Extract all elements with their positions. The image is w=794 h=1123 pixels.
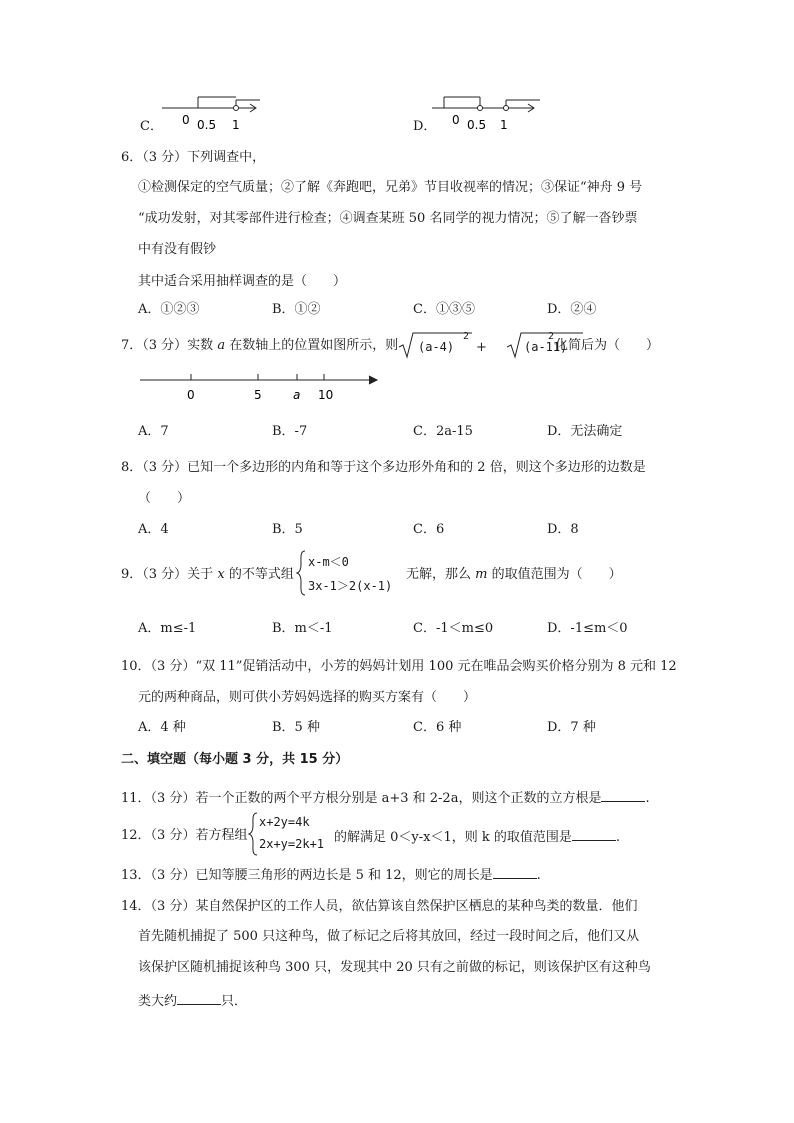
q7-axis-0: 0 (187, 388, 195, 402)
q5d-tick-0: 0 (452, 113, 460, 127)
q8-option-b[interactable]: B．5 (272, 522, 303, 537)
q7-radicand-2: (a-11) (524, 340, 568, 354)
q9-after (406, 567, 622, 583)
q12-end: . (615, 830, 621, 845)
q11-answer-blank[interactable] (601, 789, 645, 802)
q5c-tick-0: 0 (182, 113, 190, 127)
q14-end: 只． (221, 994, 248, 1009)
q7-option-c[interactable]: C．2a-15 (413, 424, 473, 439)
q6-option-b[interactable]: B．①② (272, 302, 321, 317)
q9-option-d[interactable]: D．-1≤m＜0 (547, 621, 628, 636)
q10-option-c[interactable]: C．6 种 (413, 720, 462, 735)
q7-option-b[interactable]: B．-7 (272, 424, 308, 439)
q8-option-c[interactable]: C．6 (413, 522, 445, 537)
q5c-tick-05: 0.5 (197, 118, 217, 132)
q9-eq2: 3x-1＞2(x-1) (308, 579, 393, 593)
q6-line3: 中有没有假钞 (138, 242, 217, 257)
q7-option-a[interactable]: A．7 (138, 424, 169, 439)
q5-option-c-label[interactable]: C． (140, 119, 163, 134)
q10-line2: 元的两种商品，则可供小芳妈妈选择的购买方案有（ ） (138, 690, 477, 705)
q7-stem (121, 338, 398, 354)
q9-suffix: 的取值范围为（ ） (491, 567, 622, 582)
q6-line1: ①检测保定的空气质量；②了解《奔跑吧，兄弟》节目收视率的情况；③保证“神舟 9 号 (138, 180, 643, 195)
q7-number-line (138, 368, 388, 404)
q7-axis-10: 10 (318, 388, 334, 402)
q12-suffix: 的解满足 0＜y-x＜1，则 k 的取值范围是 (334, 830, 572, 845)
q5-option-d-numberline (430, 94, 545, 134)
q7-exp-1: 2 (463, 331, 470, 342)
q7-radicand-1: (a-4) (418, 340, 455, 354)
q10-line1: 10．（3 分）“双 11”促销活动中，小芳的妈妈计划用 100 元在唯品会购买价格分别为 8 元和 12 (121, 659, 677, 674)
q7-exp-2: 2 (548, 331, 555, 342)
q9-option-a[interactable]: A．m≤-1 (138, 621, 197, 636)
q14-line1: 14．（3 分）某自然保护区的工作人员，欲估算该自然保护区栖息的某种鸟类的数量．他们 (121, 899, 638, 914)
q9-prefix: 9．（3 分）关于 (121, 567, 214, 582)
q9-var-x: x (217, 567, 225, 582)
q13 (121, 866, 541, 884)
q9-brace-icon (296, 550, 306, 596)
q7-prefix: 7．（3 分）实数 (121, 338, 214, 353)
q14-answer-blank[interactable] (177, 992, 221, 1005)
q7-axis-a: a (293, 388, 301, 402)
q12-eq1: x+2y=4k (259, 815, 310, 829)
q12-prefix: 12．（3 分）若方程组 (121, 828, 248, 843)
q7-suffix: 化简后为（ ） (555, 338, 660, 353)
q8-line1: 8．（3 分）已知一个多边形的内角和等于这个多边形外角和的 2 倍，则这个多边形的边数是 (121, 460, 646, 475)
q9-option-b[interactable]: B．m＜-1 (272, 621, 333, 636)
q6-line4: 其中适合采用抽样调查的是（ ） (138, 274, 347, 289)
q12-rest (334, 828, 620, 846)
q14-line3: 该保护区随机捕捉该种鸟 300 只，发现其中 20 只有之前做的标记，则该保护区有这种鸟 (138, 960, 651, 975)
q13-answer-blank[interactable] (493, 866, 537, 879)
q14-line2: 首先随机捕捉了 500 只这种鸟，做了标记之后将其放回，经过一段时间之后，他们又从 (138, 929, 640, 944)
q7-var-a: a (217, 338, 226, 353)
q11 (121, 789, 650, 807)
q6-option-a[interactable]: A．①②③ (138, 302, 200, 317)
q5d-tick-05: 0.5 (467, 118, 487, 132)
q11-text: 11．（3 分）若一个正数的两个平方根分别是 a+3 和 2-2a，则这个正数的立方根是 (121, 791, 602, 806)
q10-option-a[interactable]: A．4 种 (138, 720, 186, 735)
q8-option-d[interactable]: D．8 (547, 522, 579, 537)
q6-option-c[interactable]: C．①③⑤ (413, 302, 475, 317)
q5c-tick-1: 1 (232, 118, 240, 132)
q6-stem: 6．（3 分）下列调查中， (121, 150, 266, 165)
q9-eq1: x-m＜0 (308, 555, 349, 569)
q5-option-c-numberline (160, 94, 270, 134)
q10-option-d[interactable]: D．7 种 (547, 720, 596, 735)
q12-answer-blank[interactable] (572, 828, 616, 841)
q5-option-d-label[interactable]: D． (413, 119, 437, 134)
q12-brace-icon (248, 812, 258, 856)
q9-var-m: m (475, 567, 488, 582)
q8-line2: （ ） (138, 491, 191, 506)
q8-option-a[interactable]: A．4 (138, 522, 169, 537)
q14-line4 (138, 992, 247, 1010)
q6-line2: “成功发射，对其零部件进行检查；④调查某班 50 名同学的视力情况；⑤了解一沓钞票 (138, 211, 638, 226)
q11-end: . (645, 791, 650, 806)
q14-line4-text: 类大约 (138, 994, 178, 1009)
q7-axis-5: 5 (254, 388, 262, 402)
q6-option-d[interactable]: D．②④ (547, 302, 597, 317)
q5d-tick-1: 1 (500, 118, 508, 132)
q7-option-d[interactable]: D．无法确定 (547, 424, 623, 439)
q9-option-c[interactable]: C．-1＜m≤0 (413, 621, 494, 636)
q12-eq2: 2x+y=2k+1 (259, 837, 325, 851)
q10-option-b[interactable]: B．5 种 (272, 720, 320, 735)
section-2-title: 二、填空题（每小题 3 分，共 15 分） (121, 752, 349, 767)
q7-mid: 在数轴上的位置如图所示，则 (229, 338, 399, 353)
q13-text: 13．（3 分）已知等腰三角形的两边长是 5 和 12，则它的周长是 (121, 868, 493, 883)
q9-after-text: 无解，那么 (406, 567, 472, 582)
q13-end: . (536, 868, 541, 883)
q7-plus: + (476, 340, 487, 355)
q9-mid: 的不等式组 (228, 567, 294, 582)
q9-stem (121, 567, 294, 583)
